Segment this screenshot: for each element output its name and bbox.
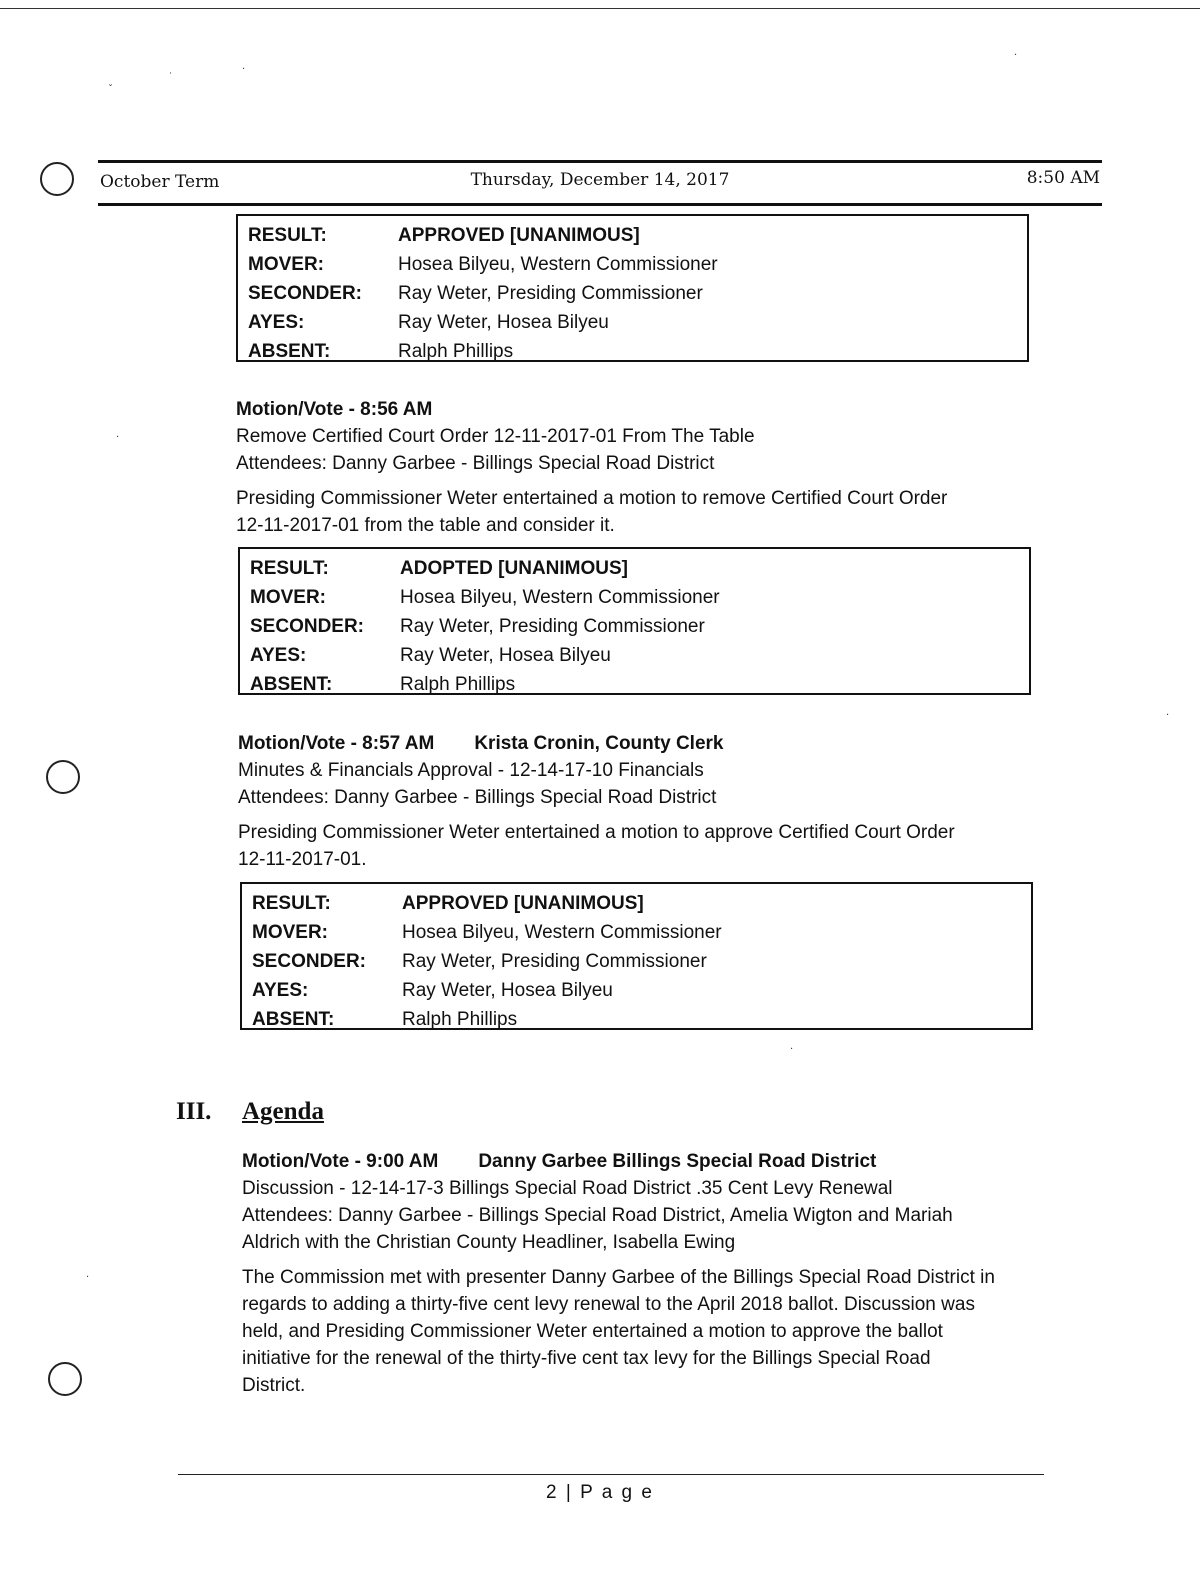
- vote-label: AYES:: [248, 311, 305, 333]
- description-line: held, and Presiding Commissioner Weter entertained a motion to approve the ballot: [242, 1321, 943, 1342]
- scan-speck: ·: [242, 64, 246, 75]
- motion-attendees: Attendees: Danny Garbee - Billings Special Road District: [236, 453, 715, 474]
- vote-label: RESULT:: [250, 557, 329, 579]
- motion-heading: [242, 1148, 1072, 1175]
- section-title: Agenda: [242, 1098, 324, 1125]
- scan-speck: ·: [86, 1272, 90, 1283]
- motion-description: [238, 819, 1058, 873]
- description-line: District.: [242, 1375, 306, 1396]
- vote-result-box-3: [240, 882, 1033, 1030]
- vote-row-seconder: [250, 612, 1019, 641]
- motion-description: [242, 1264, 1072, 1399]
- motion-time: Motion/Vote - 8:56 AM: [236, 399, 433, 420]
- description-line: 12-11-2017-01 from the table and consider it.: [236, 515, 615, 536]
- vote-value: Ray Weter, Presiding Commissioner: [402, 950, 707, 972]
- vote-label: AYES:: [250, 644, 307, 666]
- motion-subject: Minutes & Financials Approval - 12-14-17-10 Financials: [238, 760, 704, 781]
- vote-value: Ralph Phillips: [402, 1008, 518, 1030]
- vote-row-seconder: [248, 279, 1017, 308]
- description-line: regards to adding a thirty-five cent levy renewal to the April 2018 ballot. Discussion was: [242, 1294, 975, 1315]
- motion-item-1: [236, 396, 1056, 539]
- vote-value: APPROVED [UNANIMOUS]: [402, 892, 644, 914]
- vote-label: RESULT:: [248, 224, 327, 246]
- vote-value: Ray Weter, Presiding Commissioner: [398, 282, 703, 304]
- vote-label: RESULT:: [252, 892, 331, 914]
- vote-row-absent: [248, 337, 1017, 366]
- header-bottom-rule: [98, 203, 1102, 206]
- header-date: Thursday, December 14, 2017: [470, 170, 730, 190]
- vote-label: MOVER:: [250, 586, 326, 608]
- scan-speck: ˇ: [108, 84, 113, 95]
- section-number: III.: [176, 1098, 212, 1125]
- vote-row-ayes: [248, 308, 1017, 337]
- motion-heading: [238, 730, 1058, 757]
- vote-row-mover: [248, 250, 1017, 279]
- vote-value: Ray Weter, Hosea Bilyeu: [398, 311, 609, 333]
- vote-value: Ralph Phillips: [398, 340, 514, 362]
- vote-label: ABSENT:: [248, 340, 331, 362]
- footer-rule: [178, 1474, 1044, 1475]
- vote-value: Hosea Bilyeu, Western Commissioner: [402, 921, 722, 943]
- motion-time: Motion/Vote - 9:00 AM: [242, 1151, 439, 1172]
- header-term: October Term: [100, 172, 220, 192]
- motion-subject: Discussion - 12-14-17-3 Billings Special Road District .35 Cent Levy Renewal: [242, 1178, 893, 1199]
- motion-presenter: Krista Cronin, County Clerk: [474, 733, 724, 754]
- description-line: The Commission met with presenter Danny Garbee of the Billings Special Road District in: [242, 1267, 995, 1288]
- motion-attendees: Attendees: Danny Garbee - Billings Special Road District, Amelia Wigton and Mariah: [242, 1205, 953, 1226]
- motion-attendees: Attendees: Danny Garbee - Billings Special Road District: [238, 787, 717, 808]
- vote-row-mover: [252, 918, 1021, 947]
- vote-result-box-1: [236, 214, 1029, 362]
- vote-row-result: [248, 221, 1017, 250]
- motion-attendees: Aldrich with the Christian County Headliner, Isabella Ewing: [242, 1232, 736, 1253]
- page-header: [98, 160, 1102, 206]
- punch-hole-middle: [46, 760, 80, 794]
- motion-item-2: [238, 730, 1058, 873]
- motion-subject: Remove Certified Court Order 12-11-2017-01 From The Table: [236, 426, 755, 447]
- motion-description: [236, 485, 1056, 539]
- vote-row-mover: [250, 583, 1019, 612]
- vote-label: AYES:: [252, 979, 309, 1001]
- vote-row-result: [252, 889, 1021, 918]
- scan-speck: ·: [1014, 50, 1018, 61]
- description-line: 12-11-2017-01.: [238, 849, 367, 870]
- description-line: Presiding Commissioner Weter entertained a motion to remove Certified Court Order: [236, 488, 948, 509]
- scan-speck: ·: [790, 1044, 794, 1055]
- vote-label: MOVER:: [248, 253, 324, 275]
- scan-speck: ·: [116, 432, 120, 443]
- vote-value: APPROVED [UNANIMOUS]: [398, 224, 640, 246]
- vote-row-absent: [252, 1005, 1021, 1034]
- motion-presenter: Danny Garbee Billings Special Road District: [478, 1151, 877, 1172]
- vote-value: ADOPTED [UNANIMOUS]: [400, 557, 628, 579]
- vote-label: ABSENT:: [250, 673, 333, 695]
- motion-time: Motion/Vote - 8:57 AM: [238, 733, 435, 754]
- punch-hole-bottom: [48, 1362, 82, 1396]
- vote-value: Ray Weter, Presiding Commissioner: [400, 615, 705, 637]
- vote-value: Hosea Bilyeu, Western Commissioner: [398, 253, 718, 275]
- vote-label: MOVER:: [252, 921, 328, 943]
- motion-heading: [236, 396, 1056, 423]
- vote-row-seconder: [252, 947, 1021, 976]
- vote-row-absent: [250, 670, 1019, 699]
- vote-row-ayes: [250, 641, 1019, 670]
- description-line: Presiding Commissioner Weter entertained a motion to approve Certified Court Order: [238, 822, 955, 843]
- scan-speck: ·: [1166, 710, 1170, 721]
- header-time: 8:50 AM: [1026, 168, 1100, 188]
- vote-row-ayes: [252, 976, 1021, 1005]
- vote-value: Hosea Bilyeu, Western Commissioner: [400, 586, 720, 608]
- vote-result-box-2: [238, 547, 1031, 695]
- vote-row-result: [250, 554, 1019, 583]
- motion-item-3: [242, 1148, 1072, 1399]
- vote-value: Ralph Phillips: [400, 673, 516, 695]
- vote-label: SECONDER:: [248, 282, 363, 304]
- punch-hole-top: [40, 162, 74, 196]
- vote-label: SECONDER:: [252, 950, 367, 972]
- vote-value: Ray Weter, Hosea Bilyeu: [402, 979, 613, 1001]
- vote-label: ABSENT:: [252, 1008, 335, 1030]
- header-top-rule: [98, 160, 1102, 163]
- vote-value: Ray Weter, Hosea Bilyeu: [400, 644, 611, 666]
- vote-label: SECONDER:: [250, 615, 365, 637]
- description-line: initiative for the renewal of the thirty-five cent tax levy for the Billings Special Road: [242, 1348, 931, 1369]
- scan-speck: ˙: [168, 72, 173, 83]
- scan-top-edge: [0, 8, 1200, 9]
- page-number: 2 | P a g e: [546, 1482, 654, 1503]
